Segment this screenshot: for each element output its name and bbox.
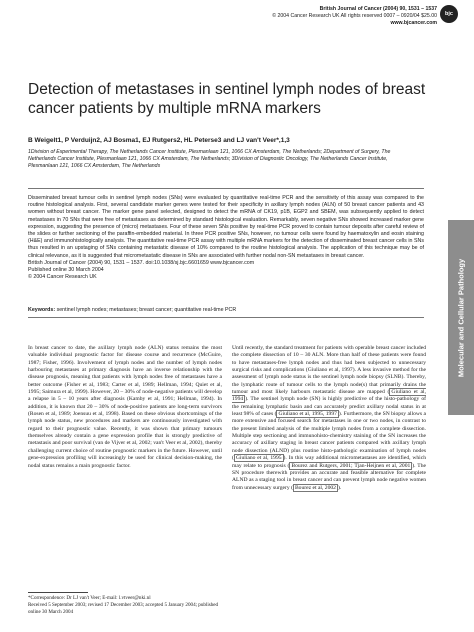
body-column-right [232, 345, 426, 492]
body-text: ). The SN procedure therewith provides an accurate and feasible alternative for complete ALND as a staging tool in breast cancer and can prevent lymph node negative women from unnecessary surgery ( [232, 462, 426, 491]
keywords-line [28, 307, 424, 313]
abstract-published: Published online 30 March 2004 [28, 267, 104, 274]
bjc-logo: bjc [440, 5, 458, 23]
section-side-tab [448, 220, 474, 415]
footnote-divider [28, 592, 88, 593]
body-text: ). [337, 484, 342, 491]
copyright-line: © 2004 Cancer Research UK All rights reserved 0007 – 0920/04 $25.00 [272, 13, 437, 19]
author-affiliations: 1Division of Experimental Therapy, The Netherlands Cancer Institute, Plesmanlaan 121, 1066 CX Amsterdam, The Netherlands; 2Department of Surgery, The Netherlands Cancer Institute, Plesmanlaan 121, 1066 CX Amsterdam, The Netherlands; 3Division of Diagnostic Oncology, The Netherlands Cancer Institute, Plesmanlaan 121, 1066 CX Amsterdam, The Netherlands [28, 149, 391, 169]
footnote [28, 595, 222, 615]
body-text: Until recently, the standard treatment for patients with operable breast cancer included the complete dissection of 10 – 30 ALN. More than half of these patients were found to have metastases-free lymph nodes and thus had been subjected to unnecessary surgical risks and complications (Giuliano et al, 1997). A less invasive method for the assessment of lymph node status is the sentinel lymph node biopsy (SLNB). Thereby, the lymphatic route of tumour cells to the lymph node(s) that primarily drains the tumour and most likely harbours metastatic disease are mapped ( [232, 345, 426, 396]
abstract-copyright: © 2004 Cancer Research UK [28, 274, 97, 281]
body-text: ). In this way additional micrometastases are identified, which may relate to prognosis ( [232, 455, 426, 469]
abstract-citation: British Journal of Cancer (2004) 90, 1531 – 1537. doi:10.1038/sj.bjc.6601659 www.bjcancer.com [28, 259, 255, 266]
body-text: ). Furthermore, the SN biopsy allows a more extensive and focused search for metastases in one or two nodes, in contrast to the present limited analysis of the multiple lymph nodes from a complete dissection. Multiple step sectioning and immunohisto-chemistry staining of the SN increases the accuracy of axillary staging in breast cancer patients compared with axillary lymph node dissection (ALND) plus routine histo-pathologic examination of lymph nodes ( [232, 411, 426, 462]
reference-link[interactable]: Bourez et al, 2002 [294, 484, 336, 491]
reference-link[interactable]: Giuliano et al, 1994 [232, 389, 426, 403]
correspondence-note: *Correspondence: Dr LJ van't Veer; E-mail: l.vtveer@nki.nl [28, 595, 151, 601]
author-list: B Weigelt1, P Verduijn2, AJ Bosma1, EJ Rutgers2, HL Peterse3 and LJ van't Veer*,1,3 [28, 137, 290, 144]
received-dates: Received 5 September 2003; revised 17 December 2003; accepted 5 January 2004; published online 30 March 2004 [28, 601, 219, 615]
reference-link[interactable]: Giuliano et al, 1995, 1997 [278, 411, 337, 418]
section-side-tab-label: Molecular and Cellular Pathology [456, 258, 466, 377]
keywords-label: Keywords: [28, 307, 56, 313]
body-column-left: In breast cancer to date, the axillary lymph node (ALN) status remains the most valuable individual prognostic factor for disease course and recurrence (McGuire, 1987; Fisher, 1996). Involvement of lymph nodes and the number of lymph nodes harbouring metastases at primary diagnosis have an inverse relationship with the disease prognosis, meaning that patients with lymph nodes free of metastases have a better outcome (Fisher et al, 1983; Carter et al, 1989; Hellman, 1994; Quiet et al, 1995; Saimura et al, 1999). However, 20 – 30% of node-negative patients will develop a relapse in 5 – 10 years after diagnosis (Kamby et al, 1991; Hellman, 1994). In addition, it is known that 20 – 30% of node-positive patients are long-term survivors (Rosen et al, 1989; Joensuu et al, 1998). Based on these obvious shortcomings of the lymph node status, new procedures and markers are continuously investigated with regard to their prognostic value. Recently, it was shown that primary tumours themselves already contain a gene expression profile that is strongly predictive of metastasis and poor survival (van de Vijver et al, 2002; van't Veer et al, 2002), thereby challenging current choice of routine prognostic markers in the future. However, until gene-expression profiling will increasingly be used for clinical decision-making, the nodal status remains a main prognostic factor. [28, 345, 222, 469]
journal-url[interactable]: www.bjcancer.com [390, 20, 437, 26]
article-title: Detection of metastases in sentinel lymph nodes of breast cancer patients by multiple mRNA markers [28, 81, 426, 117]
abstract-body: Disseminated breast tumour cells in sentinel lymph nodes (SNs) were evaluated by quantitative real-time PCR and the sensitivity of this assay was compared to the routine histological analysis. First, several candidate marker genes were tested for their specificity in axillary lymph nodes (ALN) of 50 breast cancer patients and 43 women without breast cancer. The marker gene panel selected, designed to detect the mRNA of CK19, p1B, EGP2 and SBEM, was subsequently applied to detect metastases in 70 SNs that were free of metastases as determined by standard histological evaluation. Remarkably, seven negative SNs showed increased marker gene expression, suggesting the presence of (micro) metastases. Four of these seven SNs positive by real-time PCR proved to contain tumour deposits after careful review of the slides or further sectioning of the paraffin-embedded material. In three PCR positive SNs, however, no tumour cells were found by haematoxylin and eosin staining (H&E) and immunohistologically analysis. The quantitative real-time PCR assay with multiple mRNA markers for the detection of disseminated breast cancer cells in SNs thus resulted in an upstaging of SNs containing metastatic disease of 10% compared to the routine histological analysis. The application of this technique may be of clinical relevance, as it is suggested that micrometastatic disease in SNs are associated with further nodal non-SN metastases in breast cancer. [28, 195, 424, 259]
journal-citation-line: British Journal of Cancer (2004) 90, 1531 – 1537 [319, 6, 437, 12]
reference-link[interactable]: Giuliano et al, 1995 [235, 455, 282, 462]
reference-link[interactable]: Bourez and Rutgers, 2001; Tjan-Heijnen et al, 2001 [291, 462, 411, 469]
abstract [28, 195, 424, 281]
keywords-list: sentinel lymph nodes; metastases; breast cancer; quantitative real-time PCR [56, 307, 237, 313]
body-text: ). The sentinel lymph node (SN) is highly predictive of the histo-pathology of the remaining lymphatic basin and can accurately predict axillary nodal status in at least 98% of cases ( [232, 396, 426, 418]
journal-header [232, 6, 437, 27]
